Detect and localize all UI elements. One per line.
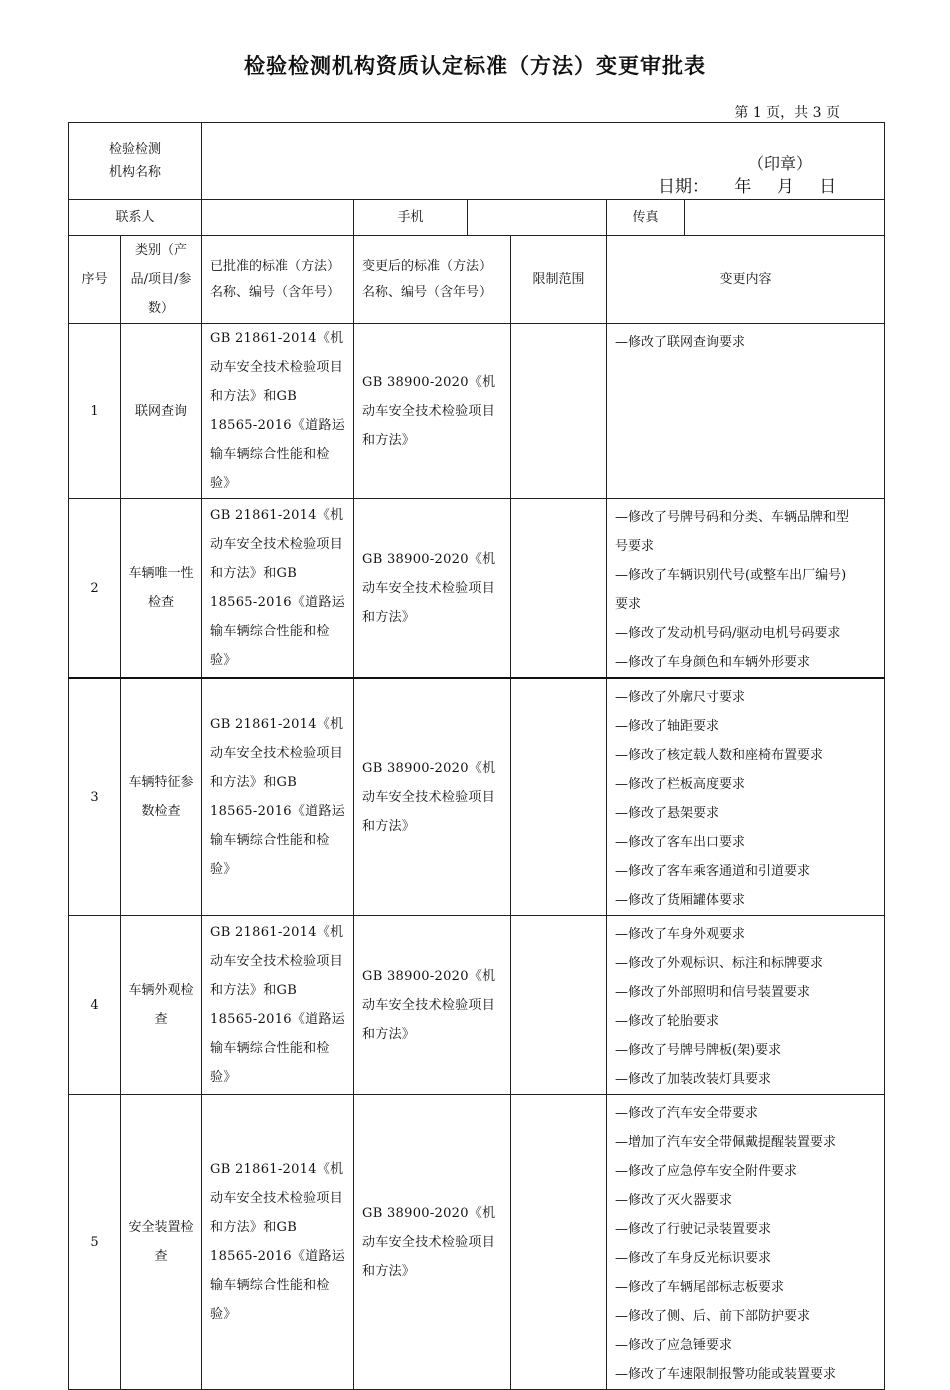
row-limit [511,499,607,679]
row-category: 车辆特征参数检查 [121,678,202,916]
contact-field[interactable] [202,200,354,236]
month-label: 月 [776,177,794,197]
contact-row [69,200,885,236]
fax-field[interactable] [685,200,885,236]
change-item: —修改了轮胎要求 [615,1014,720,1029]
change-item: —修改了车身外观要求 [615,927,746,942]
change-item: —修改了灭火器要求 [615,1193,733,1208]
row-seq: 2 [69,499,121,679]
change-item: —修改了车速限制报警功能或装置要求 [615,1367,837,1382]
day-label: 日 [819,177,837,197]
change-item: —修改了悬架要求 [615,806,720,821]
change-item: —修改了应急停车安全附件要求 [615,1164,798,1179]
col-category [121,236,202,324]
row-approved: GB 21861-2014《机动车安全技术检验项目和方法》和GB 18565-2016《道路运输车辆综合性能和检验》 [202,499,354,679]
row-changes [607,1095,885,1390]
row-category: 联网查询 [121,324,202,499]
page-number: 第 1 页，共 3 页 [734,105,840,121]
row-changed: GB 38900-2020《机动车安全技术检验项目和方法》 [354,916,511,1095]
row-seq: 5 [69,1095,121,1390]
change-item: —修改了核定载人数和座椅布置要求 [615,748,824,763]
row-changed: GB 38900-2020《机动车安全技术检验项目和方法》 [354,324,511,499]
year-label: 年 [734,177,752,197]
col-approved: 已批准的标准（方法）名称、编号（含年号） [202,236,354,324]
org-name-label [69,123,202,200]
change-item: 号要求 [615,539,655,554]
table-row [69,324,885,499]
change-item: —修改了外观标识、标注和标牌要求 [615,956,824,971]
row-category: 车辆外观检查 [121,916,202,1095]
change-item: —修改了货厢罐体要求 [615,893,746,908]
page-title: 检验检测机构资质认定标准（方法）变更审批表 [244,54,706,78]
col-content: 变更内容 [607,236,885,324]
table-row [69,499,885,679]
change-item: —修改了车身颜色和车辆外形要求 [615,655,811,670]
row-changed: GB 38900-2020《机动车安全技术检验项目和方法》 [354,499,511,679]
row-limit [511,678,607,916]
row-changes [607,916,885,1095]
change-item: 要求 [615,597,642,612]
row-changes [607,324,885,499]
change-item: —修改了车辆识别代号(或整车出厂编号) [615,568,847,583]
org-label-text: 检验检测 机构名称 [109,142,162,180]
row-category: 安全装置检查 [121,1095,202,1390]
date-label: 日期： [658,177,710,197]
table-row [69,678,885,916]
col-changed: 变更后的标准（方法）名称、编号（含年号） [354,236,511,324]
change-item: —修改了号牌号牌板(架)要求 [615,1043,782,1058]
mobile-label: 手机 [354,200,468,236]
change-item: —修改了车身反光标识要求 [615,1251,772,1266]
row-changes [607,678,885,916]
row-limit [511,1095,607,1390]
col-limit: 限制范围 [511,236,607,324]
column-header-row [69,236,885,324]
col-seq: 序号 [69,236,121,324]
mobile-field[interactable] [468,200,607,236]
change-item: —修改了车辆尾部标志板要求 [615,1280,785,1295]
row-category: 车辆唯一性检查 [121,499,202,679]
row-seq: 1 [69,324,121,499]
change-item: —修改了号牌号码和分类、车辆品牌和型 [615,510,850,525]
row-seq: 4 [69,916,121,1095]
row-changed: GB 38900-2020《机动车安全技术检验项目和方法》 [354,1095,511,1390]
row-limit [511,916,607,1095]
row-changed: GB 38900-2020《机动车安全技术检验项目和方法》 [354,678,511,916]
change-item: —修改了联网查询要求 [615,335,746,350]
change-item: —修改了栏板高度要求 [615,777,746,792]
change-item: —修改了侧、后、前下部防护要求 [615,1309,811,1324]
change-item: —修改了客车乘客通道和引道要求 [615,864,811,879]
row-changes [607,499,885,679]
fax-label: 传真 [607,200,685,236]
date-line [658,173,836,202]
change-item: —修改了汽车安全带要求 [615,1106,759,1121]
change-item: —修改了外廓尺寸要求 [615,690,746,705]
row-approved: GB 21861-2014《机动车安全技术检验项目和方法》和GB 18565-2016《道路运输车辆综合性能和检验》 [202,678,354,916]
org-row [69,123,885,200]
table-row [69,916,885,1095]
row-approved: GB 21861-2014《机动车安全技术检验项目和方法》和GB 18565-2016《道路运输车辆综合性能和检验》 [202,916,354,1095]
contact-label: 联系人 [69,200,202,236]
change-item: —修改了发动机号码/驱动电机号码要求 [615,626,841,641]
row-approved: GB 21861-2014《机动车安全技术检验项目和方法》和GB 18565-2016《道路运输车辆综合性能和检验》 [202,1095,354,1390]
change-item: —增加了汽车安全带佩戴提醒装置要求 [615,1135,837,1150]
row-limit [511,324,607,499]
org-name-field[interactable] [202,123,885,200]
change-item: —修改了外部照明和信号装置要求 [615,985,811,1000]
seal-text: （印章） [748,154,813,173]
change-item: —修改了行驶记录装置要求 [615,1222,772,1237]
approval-table [68,122,885,1390]
change-item: —修改了轴距要求 [615,719,720,734]
row-approved: GB 21861-2014《机动车安全技术检验项目和方法》和GB 18565-2016《道路运输车辆综合性能和检验》 [202,324,354,499]
table-row [69,1095,885,1390]
change-item: —修改了应急锤要求 [615,1338,733,1353]
change-item: —修改了客车出口要求 [615,835,746,850]
change-item: —修改了加装改装灯具要求 [615,1072,772,1087]
row-seq: 3 [69,678,121,916]
col-category-text: 类别（产品/项目/参数） [130,243,192,316]
